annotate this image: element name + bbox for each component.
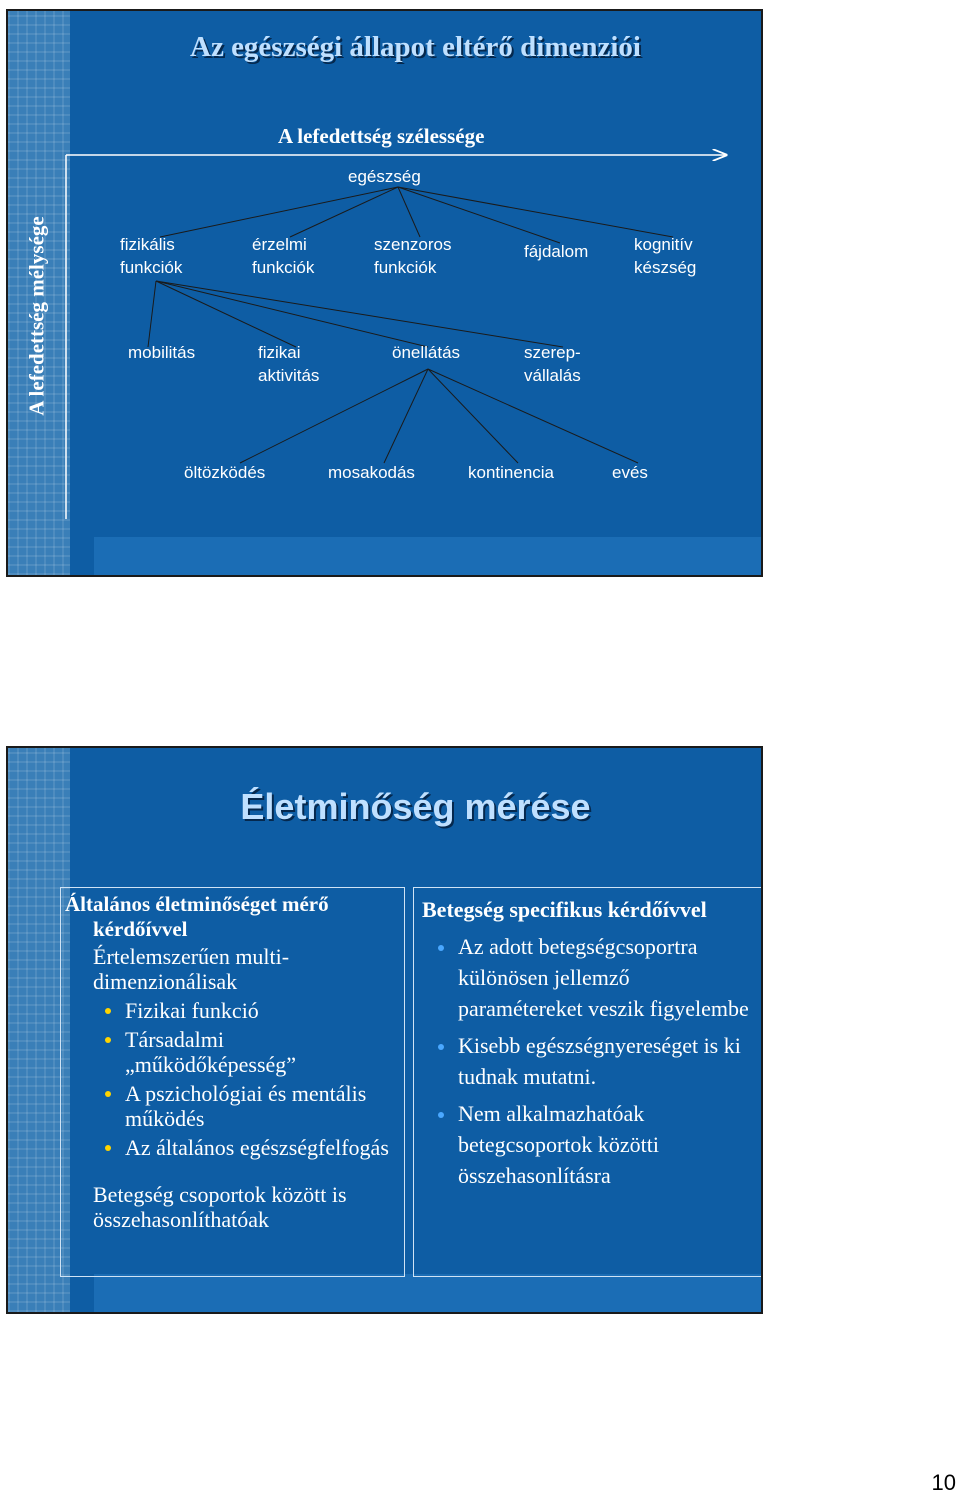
breadth-axis-label: A lefedettség szélessége — [278, 124, 485, 148]
generic-box-header: Általános életminőséget mérő kérdőívvel — [65, 892, 329, 941]
generic-bullet-1: Fizikai funkció — [93, 998, 396, 1023]
generic-bullet-2: Társadalmi „működőképesség” — [93, 1027, 396, 1077]
bullet-dot-icon — [438, 945, 444, 951]
bullet-dot-icon — [438, 1044, 444, 1050]
link-onell-mosakodas — [384, 369, 428, 463]
node-fajdalom: fájdalom — [524, 242, 589, 261]
generic-bullet-4: Az általános egészségfelfogás — [93, 1135, 396, 1160]
bullet-dot-icon — [438, 1112, 444, 1118]
link-fiz-aktivitas — [156, 281, 296, 347]
generic-box-subheader: Értelemszerűen multi-dimenzionálisak — [93, 944, 290, 994]
node-eves: evés — [612, 463, 648, 482]
link-root-kognitiv — [398, 187, 673, 237]
specific-bullet-2: Kisebb egészségnyereséget is ki tudnak mutatni. — [426, 1030, 758, 1092]
node-oltozkodes: öltözködés — [184, 463, 266, 482]
node-fizikai-aktivitas: fizikai aktivitás — [258, 343, 320, 385]
page-number: 10 — [931, 1470, 956, 1495]
bullet-dot-icon — [105, 1145, 111, 1151]
generic-questionnaire-box — [60, 887, 405, 1277]
link-fiz-szerep — [156, 281, 563, 347]
specific-box-header: Betegség specifikus kérdőívvel — [422, 897, 707, 922]
node-kontinencia: kontinencia — [468, 463, 555, 482]
link-root-szenzoros — [398, 187, 420, 237]
bullet-dot-icon — [105, 1091, 111, 1097]
bullet-dot-icon — [105, 1037, 111, 1043]
node-egeszseg: egészség — [348, 167, 421, 186]
node-szenzoros-funkciok: szenzoros funkciók — [374, 235, 452, 277]
node-fizikalis-funkciok: fizikális funkciók — [120, 235, 183, 277]
slide-health-dimensions — [6, 9, 763, 577]
depth-axis-label: A lefedettség mélysége — [24, 216, 49, 416]
slide-quality-of-life — [6, 746, 763, 1314]
link-root-erzelmi — [290, 187, 398, 237]
slide-bottom-band — [94, 1274, 761, 1312]
node-szerepvallalas: szerep-vállalás — [524, 343, 581, 385]
node-kognitiv-keszseg: kognitív készség — [634, 235, 697, 277]
node-onellatas: önellátás — [392, 343, 461, 362]
link-fiz-onellatas — [156, 281, 428, 347]
link-onell-kontinencia — [428, 369, 518, 463]
generic-box-footer: Betegség csoportok között is összehasonlíthatóak — [93, 1182, 347, 1232]
specific-questionnaire-box — [413, 887, 763, 1277]
specific-bullet-3: Nem alkalmazhatóak betegcsoportok közötti összehasonlításra — [426, 1098, 758, 1191]
bullet-dot-icon — [105, 1008, 111, 1014]
link-root-fizikalis — [160, 187, 398, 237]
generic-bullet-3: A pszichológiai és mentális működés — [93, 1081, 396, 1131]
node-mosakodas: mosakodás — [328, 463, 415, 482]
node-erzelmi-funkciok: érzelmi funkciók — [252, 235, 315, 277]
hierarchy-diagram — [8, 11, 763, 577]
link-fiz-mobilitas — [148, 281, 156, 347]
slide-title: Az egészségi állapot eltérő dimenziói — [190, 31, 641, 63]
specific-bullet-1: Az adott betegségcsoportra különösen jellemző paramétereket veszik figyelembe — [426, 931, 758, 1024]
node-mobilitas: mobilitás — [128, 343, 196, 362]
slide-title: Életminőség mérése — [240, 786, 591, 827]
